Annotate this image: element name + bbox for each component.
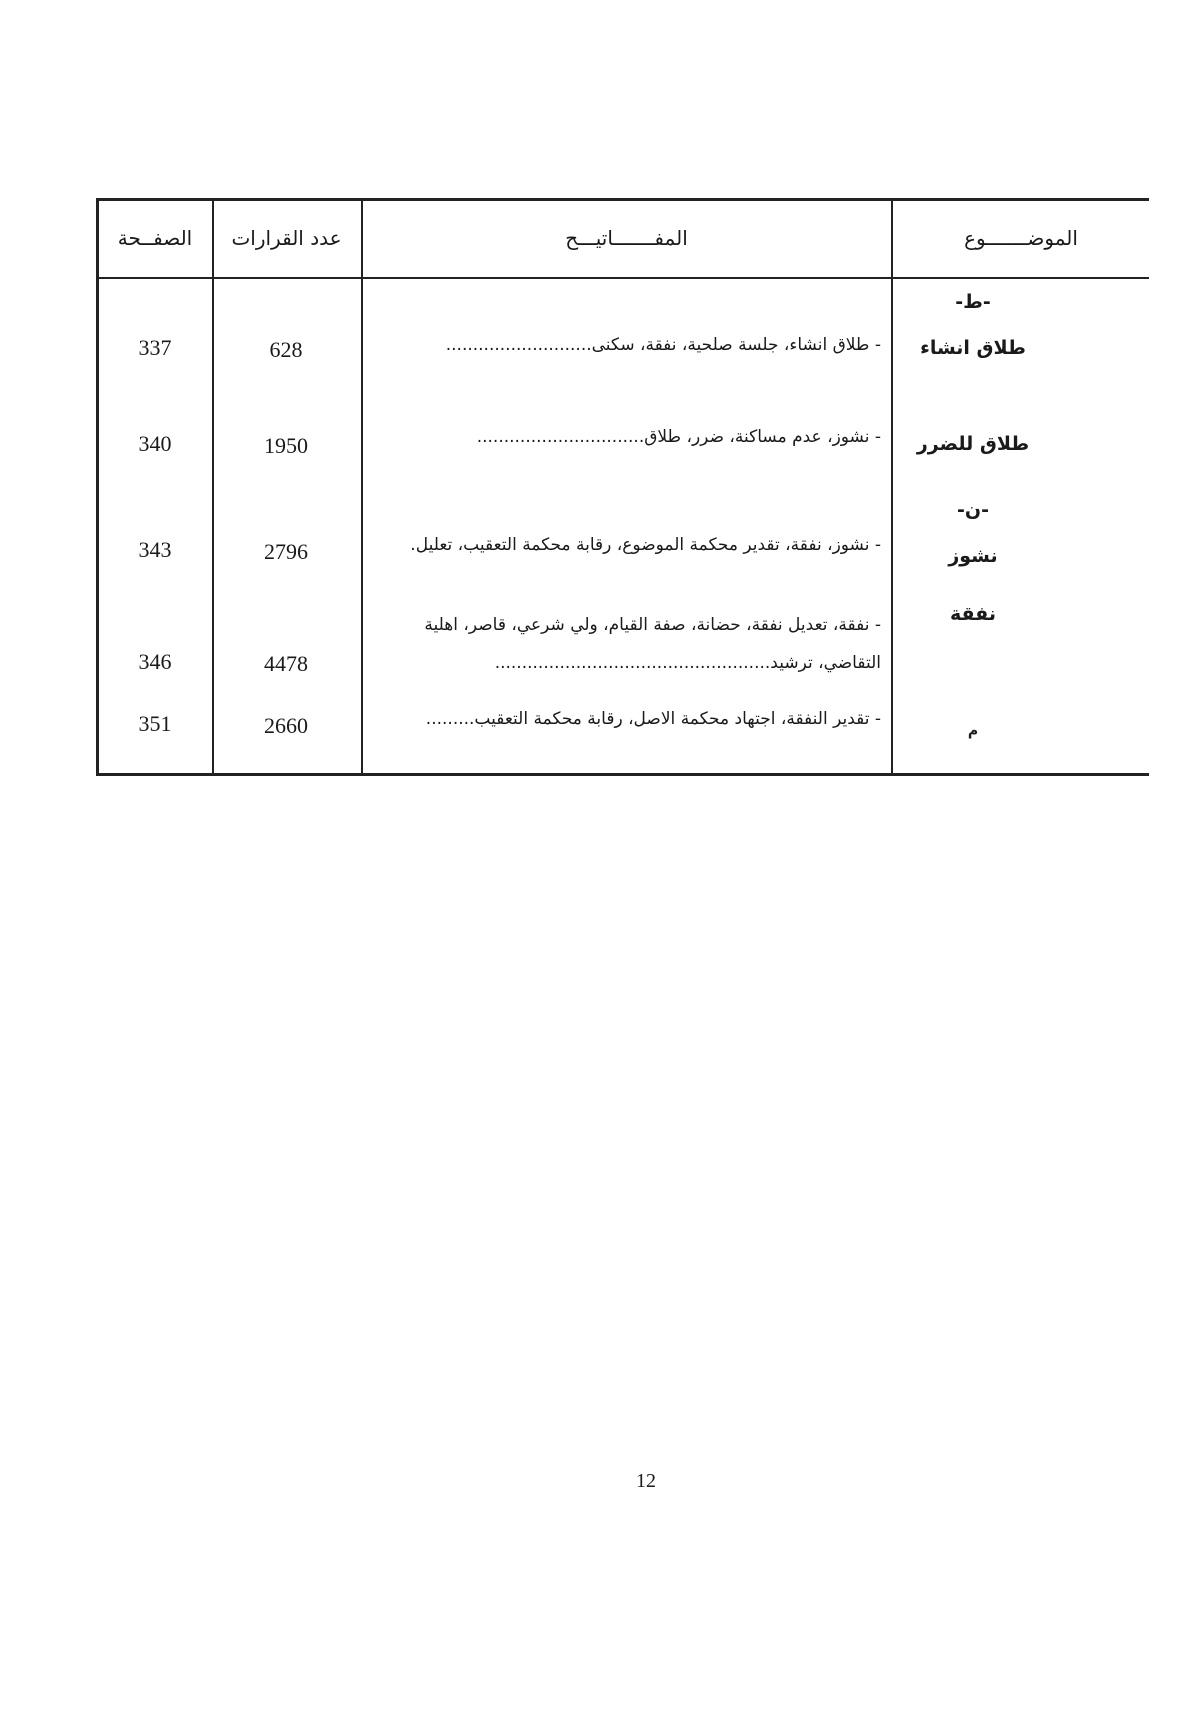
column-divider bbox=[361, 201, 363, 773]
count-row-4: 4478 bbox=[264, 651, 308, 676]
keywords-row-3: - نشوز، نفقة، تقدير محكمة الموضوع، رقابة محكمة التعقيب، تعليل. bbox=[410, 535, 881, 555]
keywords-row-2: - نشوز، عدم مساكنة، ضرر، طلاق............................... bbox=[476, 427, 881, 447]
keywords-row-1: - طلاق انشاء، جلسة صلحية، نفقة، سكنى........................... bbox=[445, 335, 881, 355]
column-divider bbox=[891, 201, 893, 773]
column-divider bbox=[212, 201, 214, 773]
header-subject: الموضـــــــوع bbox=[964, 226, 1078, 250]
page-number: 12 bbox=[636, 1470, 656, 1492]
header-divider bbox=[99, 277, 1149, 279]
index-table bbox=[96, 198, 1149, 776]
header-page: الصفــحة bbox=[117, 226, 193, 250]
page-row-2: 340 bbox=[138, 431, 172, 456]
count-row-2: 1950 bbox=[264, 433, 308, 458]
page-row-3: 343 bbox=[138, 537, 172, 562]
count-row-1: 628 bbox=[269, 337, 303, 362]
page-row-4: 346 bbox=[138, 649, 172, 674]
count-row-5: 2660 bbox=[264, 713, 308, 738]
header-count: عدد القرارات bbox=[231, 226, 342, 250]
subject-row-5: م bbox=[967, 723, 979, 739]
page-row-1: 337 bbox=[138, 335, 172, 360]
subject-row-2: طلاق للضرر bbox=[916, 433, 1030, 455]
keywords-row-4: - نفقة، تعديل نفقة، حضانة، صفة القيام، ولي شرعي، قاصر، اهلية bbox=[424, 615, 881, 635]
letter-noon: -ن- bbox=[957, 499, 989, 521]
letter-taa: -ط- bbox=[955, 291, 991, 313]
subject-row-1: طلاق انشاء bbox=[920, 337, 1026, 359]
subject-row-4: نفقة bbox=[949, 603, 996, 625]
keywords-row-5: - تقدير النفقة، اجتهاد محكمة الاصل، رقابة محكمة التعقيب......... bbox=[425, 709, 881, 729]
keywords-row-4-cont: التقاضي، ترشيد................................................... bbox=[494, 653, 881, 673]
subject-row-3: نشوز bbox=[948, 545, 998, 567]
page-row-5: 351 bbox=[138, 711, 172, 736]
header-keywords: المفـــــــاتيـــح bbox=[565, 226, 688, 250]
count-row-3: 2796 bbox=[264, 539, 308, 564]
